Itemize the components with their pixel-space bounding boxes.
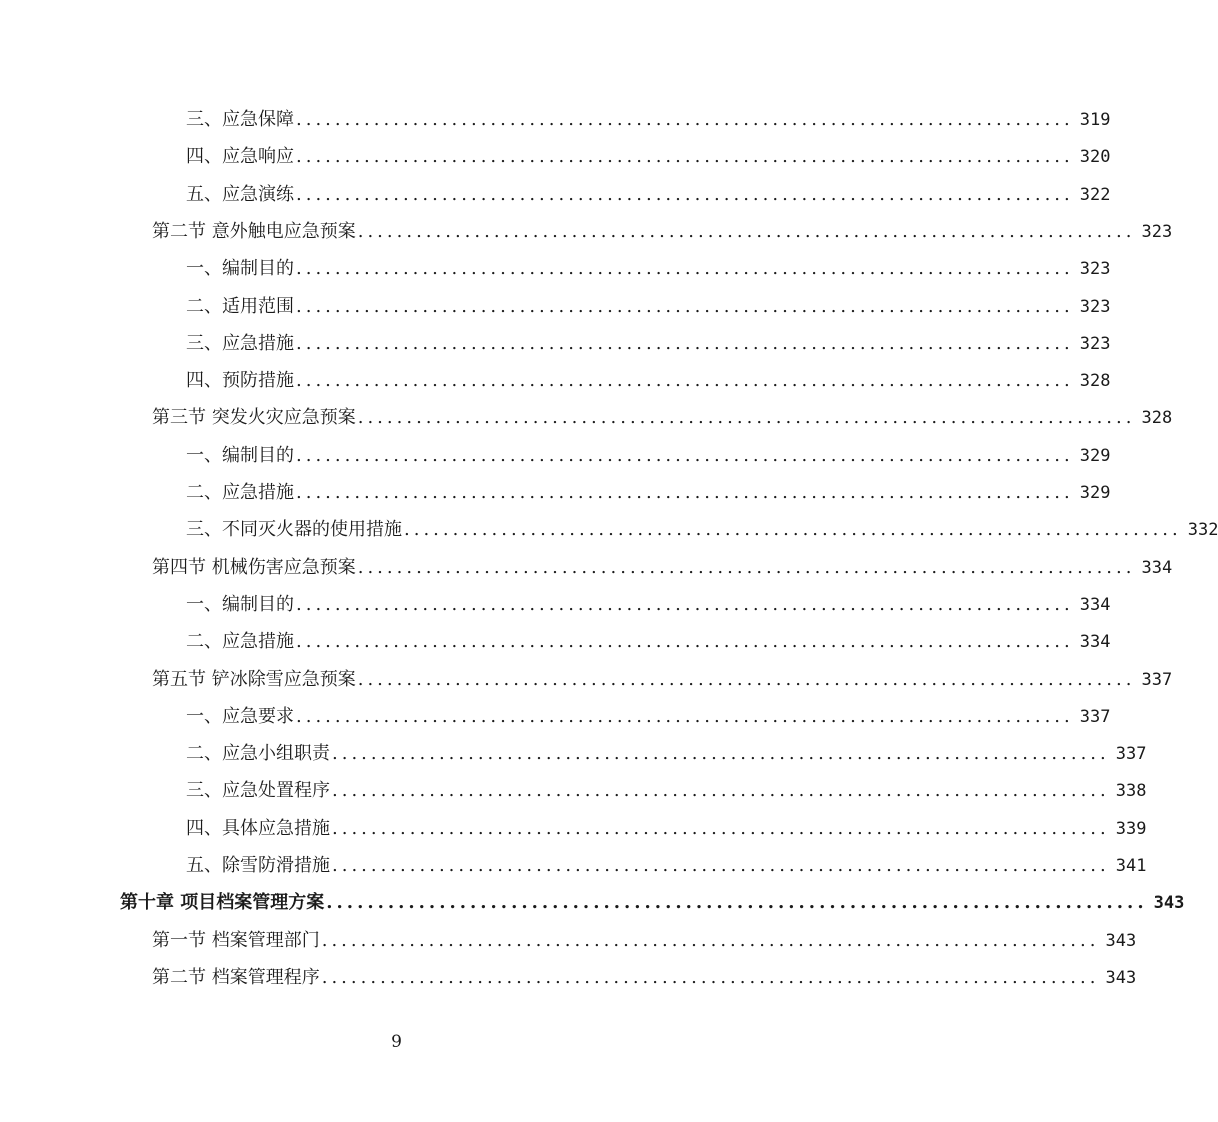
toc-entry-page: 334 [1079, 595, 1111, 615]
dot-leader: ................................................................................ [296, 184, 1074, 205]
toc-entry-title: 四、具体应急措施 [186, 818, 330, 839]
toc-entry-title: 第十章 项目档案管理方案 [120, 892, 325, 913]
toc-entry-title: 第四节 机械伤害应急预案 [152, 557, 356, 578]
dot-leader: ................................................................................ [357, 669, 1136, 690]
toc-entry-page: 338 [1115, 781, 1147, 801]
dot-leader: ................................................................................ [296, 333, 1074, 354]
toc-entry-title: 五、应急演练 [186, 184, 294, 205]
toc-entry[interactable] [152, 399, 1173, 436]
dot-leader: ................................................................................ [296, 109, 1074, 130]
toc-entry-page: 319 [1079, 110, 1111, 130]
toc-entry-page: 323 [1079, 297, 1111, 317]
toc-entry[interactable] [186, 288, 1111, 325]
toc-entry-page: 322 [1079, 185, 1111, 205]
toc-entry[interactable] [186, 176, 1111, 213]
dot-leader: ................................................................................ [357, 557, 1136, 578]
dot-leader: ................................................................................ [296, 482, 1074, 503]
toc-entry-title: 一、编制目的 [186, 594, 294, 615]
toc-entry-page: 320 [1079, 147, 1111, 167]
toc-entry-page: 334 [1141, 558, 1173, 578]
toc-entry-title: 三、应急保障 [186, 109, 294, 130]
toc-entry-page: 328 [1141, 408, 1173, 428]
toc-entry-page: 341 [1115, 856, 1147, 876]
toc-entry-title: 三、应急处置程序 [186, 780, 330, 801]
toc-entry[interactable] [186, 847, 1147, 884]
toc-entry-title: 第二节 意外触电应急预案 [152, 221, 356, 242]
toc-entry-page: 323 [1079, 259, 1111, 279]
toc-entry-page: 343 [1105, 931, 1137, 951]
toc-entry-title: 二、应急措施 [186, 631, 294, 652]
toc-entry-title: 一、应急要求 [186, 706, 294, 727]
toc-entry[interactable] [186, 772, 1147, 809]
toc-entry[interactable] [186, 474, 1111, 511]
toc-entry-page: 343 [1153, 893, 1185, 913]
dot-leader: ................................................................................ [332, 743, 1110, 764]
toc-entry-title: 三、不同灭火器的使用措施 [186, 519, 402, 540]
dot-leader: ................................................................................ [296, 631, 1074, 652]
toc-entry-title: 二、应急小组职责 [186, 743, 330, 764]
toc-entry-title: 二、适用范围 [186, 296, 294, 317]
dot-leader: ................................................................................ [296, 146, 1074, 167]
toc-entry-page: 343 [1105, 968, 1137, 988]
toc-entry-page: 337 [1079, 707, 1111, 727]
toc-entry-page: 329 [1079, 446, 1111, 466]
toc-entry[interactable] [152, 922, 1137, 959]
toc-entry[interactable] [120, 884, 1185, 921]
dot-leader: ................................................................................ [296, 370, 1074, 391]
toc-entry-title: 四、预防措施 [186, 370, 294, 391]
toc-entry[interactable] [186, 586, 1111, 623]
toc-entry[interactable] [152, 661, 1173, 698]
toc-entry-page: 323 [1079, 334, 1111, 354]
toc-entry-title: 第五节 铲冰除雪应急预案 [152, 669, 356, 690]
toc-entry[interactable] [186, 698, 1111, 735]
toc-entry-title: 第三节 突发火灾应急预案 [152, 407, 356, 428]
dot-leader: ................................................................................ [326, 892, 1148, 913]
toc-entry-title: 一、编制目的 [186, 445, 294, 466]
dot-leader: ................................................................................ [332, 780, 1110, 801]
toc-entry[interactable] [186, 250, 1111, 287]
toc-entry-title: 第二节 档案管理程序 [152, 967, 320, 988]
toc-entry[interactable] [186, 138, 1111, 175]
dot-leader: ................................................................................ [296, 594, 1074, 615]
toc-entry[interactable] [186, 735, 1147, 772]
toc-entry-page: 337 [1141, 670, 1173, 690]
toc-entry-title: 一、编制目的 [186, 258, 294, 279]
toc-entry-page: 323 [1141, 222, 1173, 242]
toc-entry[interactable] [152, 959, 1137, 996]
toc-entry[interactable] [186, 362, 1111, 399]
dot-leader: ................................................................................ [296, 296, 1074, 317]
dot-leader: ................................................................................ [357, 407, 1136, 428]
toc-entry-title: 三、应急措施 [186, 333, 294, 354]
dot-leader: ................................................................................ [332, 818, 1110, 839]
toc-entry[interactable] [186, 810, 1147, 847]
toc-entry-page: 337 [1115, 744, 1147, 764]
toc-entry[interactable] [186, 325, 1111, 362]
toc-entry-page: 339 [1115, 819, 1147, 839]
dot-leader: ................................................................................ [357, 221, 1136, 242]
dot-leader: ................................................................................ [332, 855, 1110, 876]
page-number: 9 [391, 1032, 402, 1052]
toc-entry[interactable] [152, 213, 1173, 250]
toc-entry-title: 四、应急响应 [186, 146, 294, 167]
dot-leader: ................................................................................ [321, 930, 1100, 951]
toc-entry[interactable] [186, 511, 1218, 548]
dot-leader: ................................................................................ [296, 258, 1074, 279]
dot-leader: ................................................................................ [404, 519, 1182, 540]
toc-entry-page: 332 [1187, 520, 1218, 540]
toc-entry[interactable] [186, 623, 1111, 660]
dot-leader: ................................................................................ [296, 706, 1074, 727]
toc-entry-page: 328 [1079, 371, 1111, 391]
toc-entry-title: 第一节 档案管理部门 [152, 930, 320, 951]
toc-entry[interactable] [186, 437, 1111, 474]
dot-leader: ................................................................................ [296, 445, 1074, 466]
toc-entry-page: 329 [1079, 483, 1111, 503]
dot-leader: ................................................................................ [321, 967, 1100, 988]
toc-entry-title: 五、除雪防滑措施 [186, 855, 330, 876]
toc-entry[interactable] [152, 549, 1173, 586]
toc-entry-page: 334 [1079, 632, 1111, 652]
toc-entry-title: 二、应急措施 [186, 482, 294, 503]
toc-entry[interactable] [186, 101, 1111, 138]
